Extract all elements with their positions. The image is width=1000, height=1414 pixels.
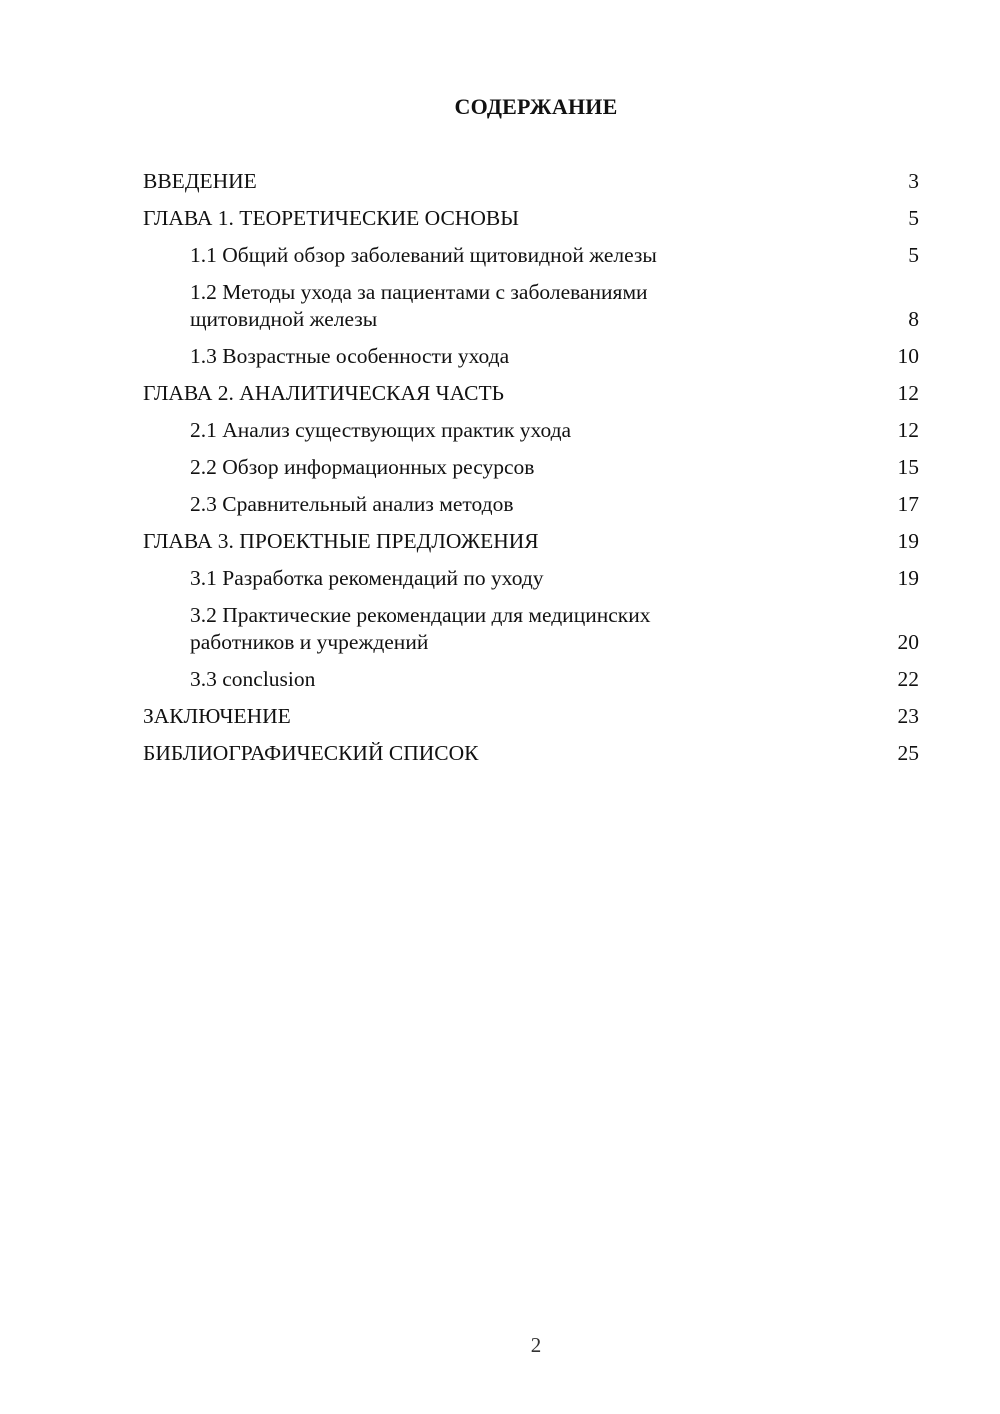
toc-entry-section-3-2[interactable] <box>143 602 919 656</box>
toc-entry-page: 25 <box>897 741 919 765</box>
toc-entry-page: 12 <box>897 381 919 405</box>
toc-entry-section-3-1[interactable] <box>143 565 919 592</box>
toc-entry-page: 19 <box>897 529 919 553</box>
toc-entry-introduction[interactable] <box>143 168 919 195</box>
toc-entry-section-2-3[interactable] <box>143 491 919 518</box>
toc-entry-chapter-1[interactable] <box>143 205 919 232</box>
toc-entry-text: 2.1 Анализ существующих практик ухода <box>190 418 572 442</box>
toc-entry-chapter-3[interactable] <box>143 528 919 555</box>
toc-entry-section-1-3[interactable] <box>143 343 919 370</box>
toc-entry-page: 19 <box>897 566 919 590</box>
toc-entry-text: 3.1 Разработка рекомендаций по уходу <box>190 566 544 590</box>
toc-entry-section-1-1[interactable] <box>143 242 919 269</box>
toc-entry-page: 3 <box>908 169 919 193</box>
toc-entry-text: 2.3 Сравнительный анализ методов <box>190 492 514 516</box>
toc-entry-text: 1.2 Методы ухода за пациентами с заболеваниями щитовидной железы <box>190 280 648 331</box>
table-of-contents <box>143 168 919 777</box>
toc-entry-page: 20 <box>897 630 919 654</box>
toc-entry-page: 10 <box>897 344 919 368</box>
toc-entry-text: ГЛАВА 1. ТЕОРЕТИЧЕСКИЕ ОСНОВЫ <box>143 206 519 230</box>
page-number: 2 <box>530 1333 542 1357</box>
toc-entry-page: 23 <box>897 704 919 728</box>
toc-entry-section-3-3[interactable] <box>143 666 919 693</box>
toc-entry-text: 1.3 Возрастные особенности ухода <box>190 344 510 368</box>
toc-entry-page: 17 <box>897 492 919 516</box>
toc-entry-text: ГЛАВА 3. ПРОЕКТНЫЕ ПРЕДЛОЖЕНИЯ <box>143 529 539 553</box>
toc-entry-bibliography[interactable] <box>143 740 919 767</box>
toc-entry-text: ВВЕДЕНИЕ <box>143 169 257 193</box>
toc-title: СОДЕРЖАНИЕ <box>454 94 618 119</box>
toc-entry-section-2-1[interactable] <box>143 417 919 444</box>
toc-entry-page: 5 <box>908 243 919 267</box>
toc-entry-section-1-2[interactable] <box>143 279 919 333</box>
toc-entry-text: 3.3 conclusion <box>190 667 316 691</box>
toc-entry-text: 3.2 Практические рекомендации для медицинских работников и учреждений <box>190 603 651 654</box>
toc-entry-page: 5 <box>908 206 919 230</box>
toc-entry-text: ГЛАВА 2. АНАЛИТИЧЕСКАЯ ЧАСТЬ <box>143 381 504 405</box>
toc-entry-page: 8 <box>908 307 919 331</box>
toc-entry-text: 1.1 Общий обзор заболеваний щитовидной железы <box>190 243 657 267</box>
toc-entry-page: 15 <box>897 455 919 479</box>
toc-entry-page: 12 <box>897 418 919 442</box>
toc-entry-page: 22 <box>897 667 919 691</box>
toc-entry-conclusion[interactable] <box>143 703 919 730</box>
toc-entry-text: БИБЛИОГРАФИЧЕСКИЙ СПИСОК <box>143 741 479 765</box>
toc-entry-text: 2.2 Обзор информационных ресурсов <box>190 455 535 479</box>
toc-entry-chapter-2[interactable] <box>143 380 919 407</box>
toc-entry-text: ЗАКЛЮЧЕНИЕ <box>143 704 291 728</box>
toc-entry-section-2-2[interactable] <box>143 454 919 481</box>
